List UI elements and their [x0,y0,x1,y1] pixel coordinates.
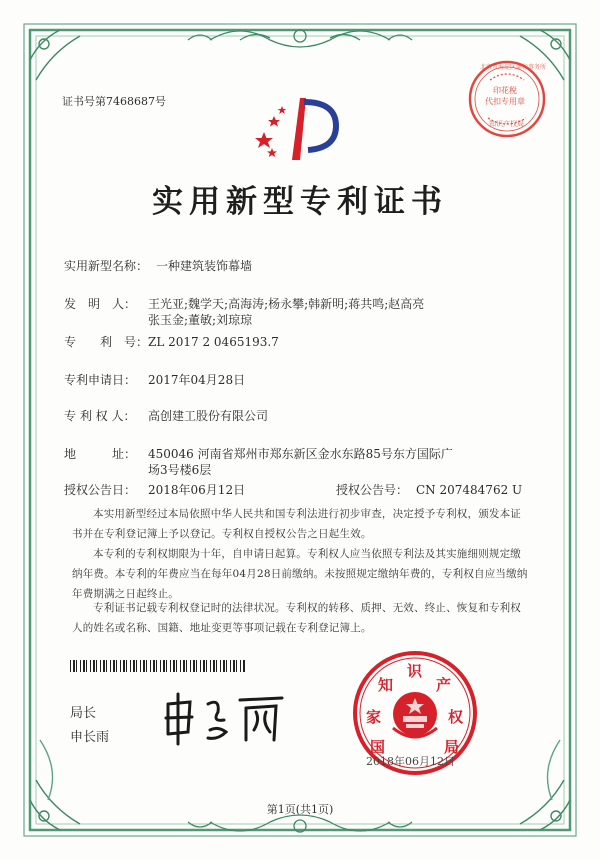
inventor-label: 发 明 人： [64,297,137,311]
grant-number-label: 授权公告号： [336,483,409,497]
address-line-2: 场3号楼6层 [148,463,212,477]
legal-paragraph-1: 本实用新型经过本局依照中华人民共和国专利法进行初步审查，决定授予专利权，颁发本证书并在专利登记簿上予以登记。专利权自授权公告之日起生效。 [72,508,521,540]
director-name: 申长雨 [70,730,110,745]
patent-office-logo [250,88,350,168]
certificate-title: 实用新型专利证书 [152,184,448,220]
patent-number-value: ZL 2017 2 0465193.7 [148,335,279,349]
legal-paragraph-3: 专利证书记载专利权登记时的法律状况。专利权的转移、质押、无效、终止、恢复和专利权人的姓名或名称、国籍、地址变更等事项记载在专利登记簿上。 [72,602,521,634]
patent-number-label: 专 利 号： [64,335,149,349]
svg-text:国 家 知 识: 国 家 知 识 产 权 局 [366,662,464,756]
page-footer: 第1页(共1页) [266,803,334,816]
patentee-value: 高创建工股份有限公司 [148,409,269,423]
patentee-label: 专 利 权 人： [64,409,136,423]
barcode [70,660,246,672]
utility-model-name-label: 实用新型名称： [64,259,149,273]
seal-date: 2018年06月12日 [366,755,455,768]
corner-ornament-top-left [30,30,80,80]
top-ornament [188,30,412,47]
agency-stamp-bottom-text: 知识产权局 [489,120,524,128]
filing-date-label: 专利申请日： [64,373,137,387]
agency-stamp-line-1: 印花税 [493,86,517,95]
inventor-line-2: 张玉金;董敏;刘琼琼 [148,313,253,327]
handwritten-signature [160,690,290,748]
director-title: 局长 [70,706,97,721]
legal-paragraph-2: 本专利的专利权期限为十年，自申请日起算。专利权人应当依照专利法及其实施细则规定缴纳年费。本专利的年费应当在每年04月28日前缴纳。未按照规定缴纳年费的，专利权自应当缴纳年费期满之日起终止。 [72,548,528,600]
agency-stamp-line-2: 代扣专用章 [485,97,525,106]
grant-date-label: 授权公告日： [64,483,137,497]
address-line-1: 450046 河南省郑州市郑东新区金水东路85号东方国际广 [148,447,453,461]
filing-date-value: 2017年04月28日 [148,373,246,387]
national-emblem [393,692,437,737]
certificate-number: 证书号第7468687号 [62,95,166,108]
grant-number-value: CN 207484762 U [416,483,523,497]
address-label: 地 址： [64,447,137,461]
utility-model-name-value: 一种建筑装饰幕墙 [156,259,253,273]
inventor-line-1: 王光亚;魏学天;高海涛;杨永攀;韩新明;蒋共鸣;赵高亮 [148,297,425,311]
grant-date-value: 2018年06月12日 [148,483,246,497]
agency-stamp-outer-text: 北京市海淀区商标事务所 [480,64,547,71]
